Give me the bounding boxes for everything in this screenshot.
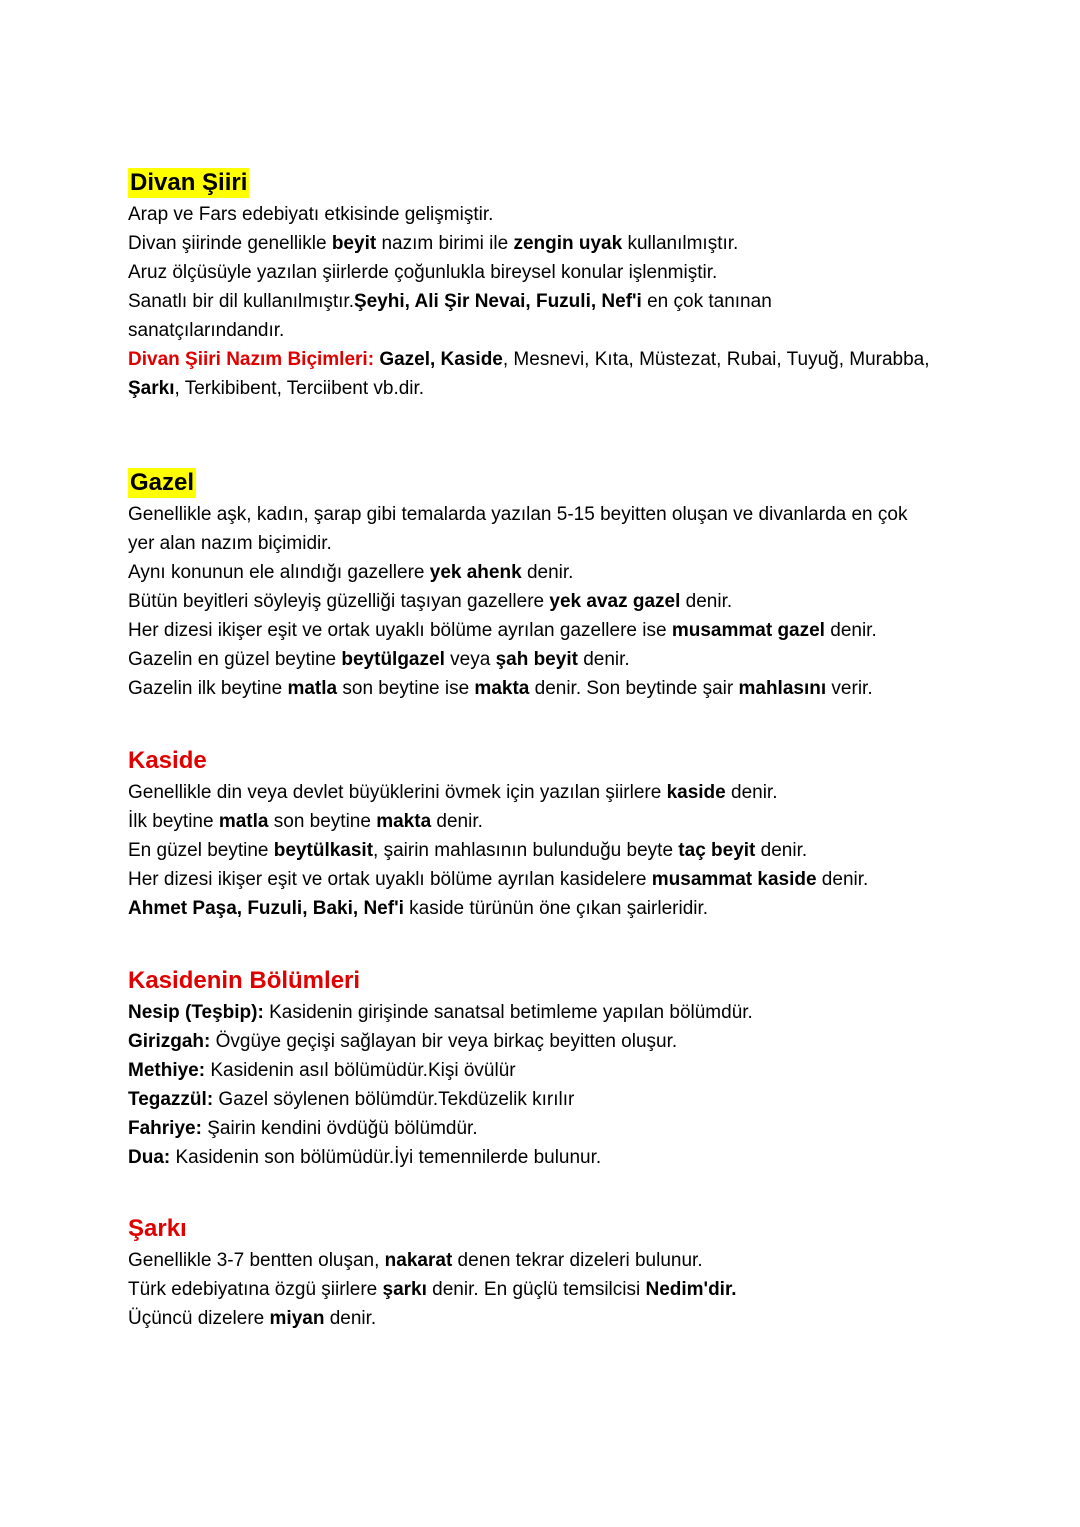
text-line [128,1304,958,1333]
section-body [128,1246,958,1333]
section-body [128,200,958,403]
text-run: , şairin mahlasının bulunduğu beyte [373,840,679,861]
text-run: denir. [816,869,869,890]
text-run: denir. [324,1308,377,1329]
bold-term: Ahmet Paşa, Fuzuli, Baki, Nef'i [128,898,404,919]
bold-term: beytülgazel [341,649,445,670]
text-run: nazım birimi ile [376,233,514,254]
bold-term: şarkı [382,1279,427,1300]
text-run: yer alan nazım biçimidir. [128,533,332,554]
text-line [128,345,958,374]
bold-term: Şeyhi, Ali Şir Nevai, Fuzuli, Nef'i [353,291,642,312]
bold-term: makta [376,811,432,832]
text-run: Arap ve Fars edebiyatı etkisinde gelişmiştir. [128,204,494,225]
bold-term: beyit [331,233,377,254]
bold-term: miyan [269,1308,325,1329]
text-run: son beytine [268,811,377,832]
text-run: Üçüncü dizelere [128,1308,270,1329]
bold-term: Nedim'dir. [645,1279,737,1300]
section-heading: Kasidenin Bölümleri [128,967,361,994]
bold-term: Nesip (Teşbip): [128,1002,264,1023]
text-run: Türk edebiyatına özgü şiirlere [128,1279,383,1300]
text-run: , Mesnevi, Kıta, Müstezat, Rubai, Tuyuğ, Murabba, [502,349,930,370]
text-run: denen tekrar dizeleri bulunur. [452,1250,703,1271]
bold-term: taç beyit [678,840,756,861]
text-run: Genellikle 3-7 bentten oluşan, [128,1250,385,1271]
text-run: Bütün beyitleri söyleyiş güzelliği taşıyan gazellere [128,591,550,612]
text-line [128,558,958,587]
text-run: Övgüye geçişi sağlayan bir veya birkaç beyitten oluşur. [210,1031,678,1052]
text-line [128,836,958,865]
text-run: denir. [577,649,630,670]
bold-term: yek avaz gazel [549,591,681,612]
text-line [128,229,958,258]
bold-term: makta [474,678,530,699]
text-run: en çok tanınan [641,291,772,312]
text-run: Sanatlı bir dil kullanılmıştır. [128,291,354,312]
text-line [128,1056,958,1085]
text-run: Şairin kendini övdüğü bölümdür. [201,1118,478,1139]
text-run: kaside türünün öne çıkan şairleridir. [403,898,709,919]
bold-term: kaside [666,782,726,803]
bold-term: Fahriye: [128,1118,202,1139]
text-run: denir. [725,782,778,803]
section-kasidenin-bolumleri [128,966,958,1172]
text-run: denir. En güçlü temsilcisi [426,1279,646,1300]
text-line [128,1027,958,1056]
bold-term: matla [287,678,338,699]
text-line [128,1085,958,1114]
text-run: Her dizesi ikişer eşit ve ortak uyaklı bölüme ayrılan gazellere ise [128,620,672,641]
text-run: Genellikle aşk, kadın, şarap gibi temalarda yazılan 5-15 beyitten oluşan ve divanlarda en çok [128,504,908,525]
text-run: denir. [755,840,808,861]
section-divan-siiri [128,168,958,403]
text-line [128,1143,958,1172]
bold-term: şah beyit [495,649,578,670]
section-kaside [128,746,958,923]
section-body [128,778,958,923]
text-run: denir. [824,620,877,641]
section-gazel [128,468,958,703]
text-line [128,529,958,558]
bold-term: Dua: [128,1147,171,1168]
section-body [128,500,958,703]
text-line [128,807,958,836]
section-heading: Kaside [128,747,207,774]
text-line [128,616,958,645]
text-line [128,998,958,1027]
bold-term: yek ahenk [429,562,522,583]
bold-term: Tegazzül: [128,1089,214,1110]
text-run: Aynı konunun ele alındığı gazellere [128,562,430,583]
bold-term: Girizgah: [128,1031,211,1052]
bold-term: Gazel, Kaside [379,349,503,370]
text-run: denir. [680,591,733,612]
text-line [128,778,958,807]
text-line [128,674,958,703]
text-line [128,645,958,674]
text-run: İlk beytine [128,811,219,832]
text-run: Gazelin en güzel beytine [128,649,342,670]
bold-term: beytülkasit [273,840,374,861]
text-run: Kasidenin girişinde sanatsal betimleme yapılan bölümdür. [263,1002,753,1023]
text-run: son beytine ise [337,678,475,699]
bold-term: matla [218,811,269,832]
text-line [128,200,958,229]
text-line [128,316,958,345]
bold-term: Methiye: [128,1060,206,1081]
text-run: kullanılmıştır. [622,233,739,254]
text-line [128,894,958,923]
text-run: Gazelin ilk beytine [128,678,288,699]
section-heading: Divan Şiiri [130,169,248,196]
text-line [128,500,958,529]
text-run: En güzel beytine [128,840,274,861]
bold-term: Şarkı [128,378,175,399]
bold-term: musammat gazel [671,620,825,641]
text-run: denir. [521,562,574,583]
bold-term: Divan Şiiri Nazım Biçimleri: [128,349,375,370]
text-run: Genellikle din veya devlet büyüklerini övmek için yazılan şiirlere [128,782,667,803]
text-run: Her dizesi ikişer eşit ve ortak uyaklı bölüme ayrılan kasidelere [128,869,652,890]
section-heading: Şarkı [128,1215,187,1242]
text-line [128,1275,958,1304]
bold-term: mahlasını [738,678,827,699]
text-run: sanatçılarındandır. [128,320,285,341]
text-line [128,258,958,287]
text-line [128,1114,958,1143]
text-run: Aruz ölçüsüyle yazılan şiirlerde çoğunlukla bireysel konular işlenmiştir. [128,262,718,283]
text-line [128,865,958,894]
text-run: Gazel söylenen bölümdür.Tekdüzelik kırılır [213,1089,575,1110]
text-line [128,587,958,616]
text-run: veya [444,649,496,670]
section-sarki [128,1214,958,1333]
text-run: Kasidenin asıl bölümüdür.Kişi övülür [205,1060,516,1081]
text-run: denir. Son beytinde şair [529,678,739,699]
bold-term: zengin uyak [513,233,623,254]
text-run: denir. [431,811,483,832]
text-line [128,1246,958,1275]
bold-term: musammat kaside [651,869,817,890]
text-run: Divan şiirinde genellikle [128,233,332,254]
text-run: verir. [826,678,873,699]
section-heading: Gazel [130,469,195,496]
text-run: Kasidenin son bölümüdür.İyi temennilerde bulunur. [170,1147,602,1168]
bold-term: nakarat [384,1250,453,1271]
text-line [128,374,958,403]
text-run: , Terkibibent, Terciibent vb.dir. [174,378,425,399]
text-line [128,287,958,316]
section-body [128,998,958,1172]
